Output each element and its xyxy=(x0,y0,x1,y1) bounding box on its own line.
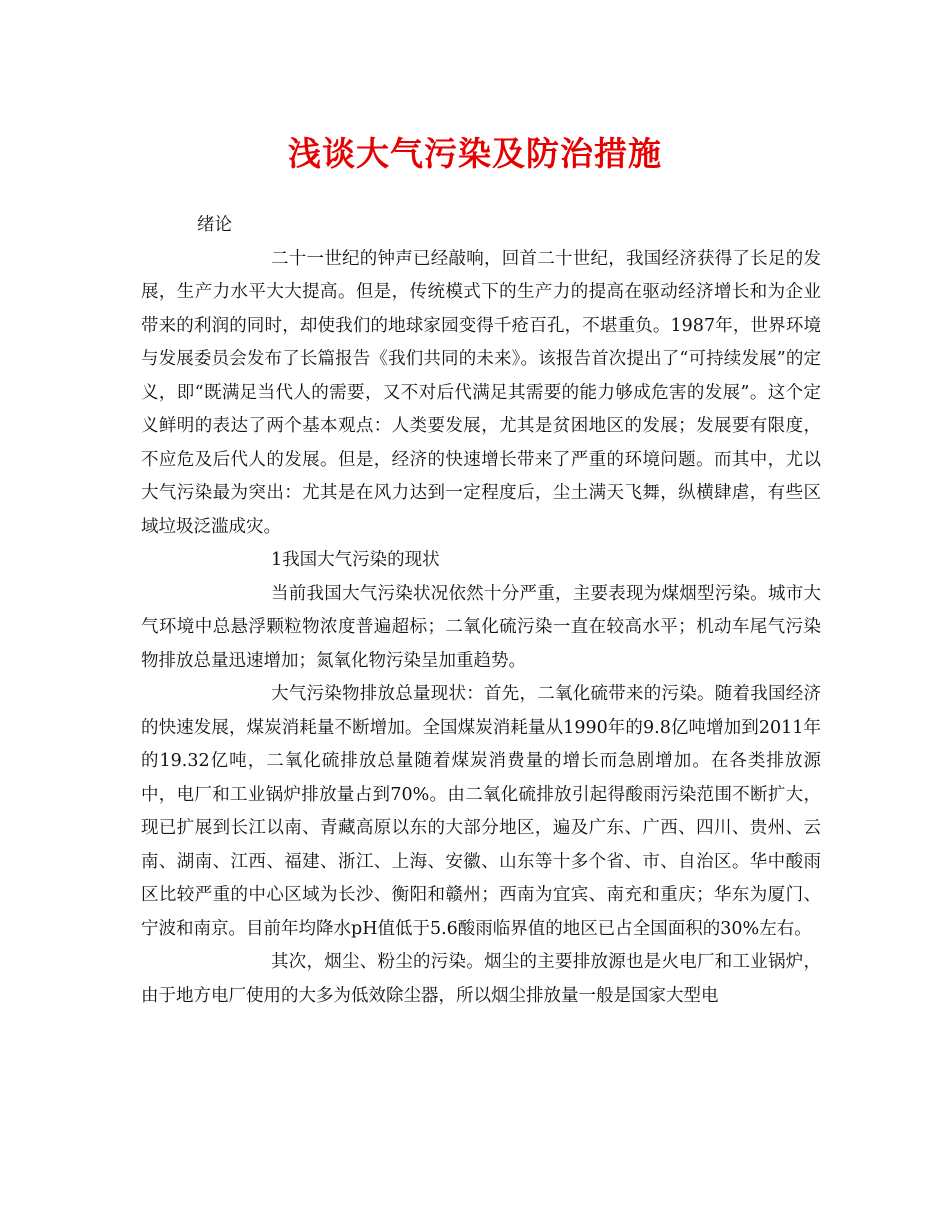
section-heading-1: 1我国大气污染的现状 xyxy=(271,550,440,570)
intro-heading: 绪论 xyxy=(197,215,232,235)
intro-paragraph: 二十一世纪的钟声已经敲响，回首二十世纪，我国经济获得了长足的发展，生产力水平大大提高。但是，传统模式下的生产力的提高在驱动经济增长和为企业带来的利润的同时，却使我们的地球家园变得千疮百孔，不堪重负。1987年，世界环境与发展委员会发布了长篇报告《我们共同的未来》。该报告首次提出了“可持续发展”的定义，即“既满足当代人的需要，又不对后代满足其需要的能力够成危害的发展”。这个定义鲜明的表达了两个基本观点：人类要发展，尤其是贫困地区的发展；发展要有限度，不应危及后代人的发展。但是，经济的快速增长带来了严重的环境问题。而其中，尤以大气污染最为突出：尤其是在风力达到一定程度后，尘土满天飞舞，纵横肆虐，有些区域垃圾泛滥成灾。 xyxy=(141,248,821,537)
document-title: 浅谈大气污染及防治措施 xyxy=(288,134,662,173)
document-body xyxy=(141,209,821,1013)
section1-paragraph-2: 大气污染物排放总量现状：首先，二氧化硫带来的污染。随着我国经济的快速发展，煤炭消耗量不断增加。全国煤炭消耗量从1990年的9.8亿吨增加到2011年的19.32亿吨，二氧化硫排放总量随着煤炭消费量的增长而急剧增加。在各类排放源中，电厂和工业锅炉排放量占到70%。由二氧化硫排放引起得酸雨污染范围不断扩大，现已扩展到长江以南、青藏高原以东的大部分地区，遍及广东、广西、四川、贵州、云南、湖南、江西、福建、浙江、上海、安徽、山东等十多个省、市、自治区。华中酸雨区比较严重的中心区域为长沙、衡阳和赣州；西南为宜宾、南充和重庆；华东为厦门、宁波和南京。目前年均降水pH值低于5.6酸雨临界值的地区已占全国面积的30%左右。 xyxy=(141,684,821,939)
section1-paragraph-3: 其次，烟尘、粉尘的污染。烟尘的主要排放源也是火电厂和工业锅炉，由于地方电厂使用的大多为低效除尘器，所以烟尘排放量一般是国家大型电 xyxy=(141,952,821,1006)
section1-paragraph-1: 当前我国大气污染状况依然十分严重，主要表现为煤烟型污染。城市大气环境中总悬浮颗粒物浓度普遍超标；二氧化硫污染一直在较高水平；机动车尾气污染物排放总量迅速增加；氮氧化物污染呈加重趋势。 xyxy=(141,583,821,671)
